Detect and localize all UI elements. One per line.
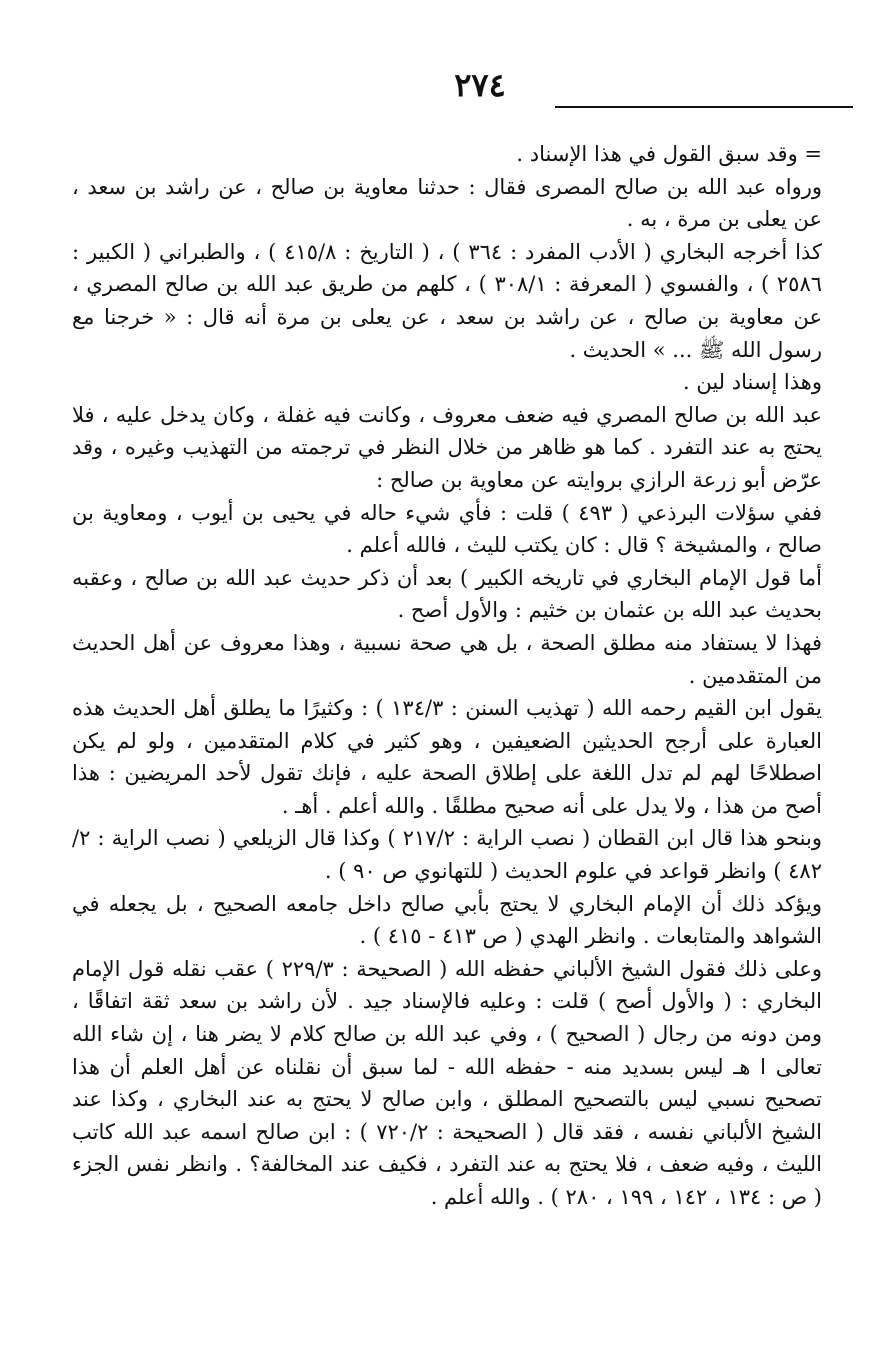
paragraph-bardhai: ففي سؤلات البرذعي ( ٤٩٣ ) قلت : فأي شيء حاله في يحيى بن أيوب ، ومعاوية بن صالح ، والمشيخة ؟ قال : كان يكتب لليث ، فالله أعلم . <box>72 500 822 558</box>
paragraph-continuation: = وقد سبق القول في هذا الإسناد . <box>516 142 822 166</box>
header-rule <box>555 106 853 108</box>
page-number: ٢٧٤ <box>454 66 506 104</box>
paragraph-relative-authenticity: فهذا لا يستفاد منه مطلق الصحة ، بل هي صحة نسبية ، وهذا معروف عن أهل الحديث من المتقدمين . <box>72 630 822 688</box>
page-body <box>72 138 822 1214</box>
paragraph-ibn-qattan: وبنحو هذا قال ابن القطان ( نصب الراية : ٢١٧/٢ ) وكذا قال الزيلعي ( نصب الراية : ٢/ ٤٨٢ ) وانظر قواعد في علوم الحديث ( للتهانوي ص ٩٠ ) . <box>72 826 822 884</box>
paragraph-confirmation: ويؤكد ذلك أن الإمام البخاري لا يحتج بأبي صالح داخل جامعه الصحيح ، بل يجعله في الشواهد والمتابعات . وانظر الهدي ( ص ٤١٣ - ٤١٥ ) . <box>72 891 822 949</box>
paragraph-ibn-qayyim: يقول ابن القيم رحمه الله ( تهذيب السنن : ١٣٤/٣ ) : وكثيرًا ما يطلق أهل الحديث هذه العبارة على أرجح الحديثين الضعيفين ، وهو كثير في كلام المتقدمين ، ولو لم يكن اصطلاحًا لهم لم تدل اللغة على إطلاق الصحة عليه ، فإنك تقول لأحد المريضين : هذا أصح من هذا ، ولا يدل على أنه صحيح مطلقًا . والله أعلم . أهـ . <box>72 696 822 818</box>
paragraph-narrator-weakness: عبد الله بن صالح المصري فيه ضعف معروف ، وكانت فيه غفلة ، وكان يدخل عليه ، فلا يحتج به عند التفرد . كما هو ظاهر من خلال النظر في ترجمته من التهذيب وغيره ، وقد عرّض أبو زرعة الرازي بروايته عن معاوية بن صالح : <box>72 402 822 492</box>
paragraph-verdict: وهذا إسناد لين . <box>682 370 822 395</box>
paragraph-albani: وعلى ذلك فقول الشيخ الألباني حفظه الله ( الصحيحة : ٢٢٩/٣ ) عقب نقله قول الإمام البخاري : ( والأول أصح ) قلت : وعليه فالإسناد جيد . لأن راشد بن سعد ثقة اتفاقًا ، ومن دونه من رجال ( الصحيح ) ، وفي عبد الله بن صالح كلام لا يضر هنا ، إن شاء الله تعالى ا هـ ليس بسديد منه - حفظه الله - لما سبق أن نقلناه عن أهل العلم أن هذا تصحيح نسبي ليس بالتصحيح المطلق ، وابن صالح لا يحتج به عند البخاري ، وكذا عند الشيخ الألباني نفسه ، فقد قال ( الصحيحة : ٧٢٠/٢ ) : ابن صالح اسمه عبد الله كاتب الليث ، وفيه ضعف ، فلا يحتج به عند التفرد ، فكيف عند المخالفة؟ . وانظر نفس الجزء ( ص : ١٣٤ ، ١٤٢ ، ١٩٩ ، ٢٨٠ ) . والله أعلم . <box>72 956 822 1209</box>
paragraph-sources: كذا أخرجه البخاري ( الأدب المفرد : ٣٦٤ ) ، ( التاريخ : ٤١٥/٨ ) ، والطبراني ( الكبير : ٢٥٨٦ ) ، والفسوي ( المعرفة : ٣٠٨/١ ) ، كلهم من طريق عبد الله بن صالح المصري ، عن معاوية بن صالح ، عن راشد بن سعد ، عن يعلى بن مرة أنه قال : « خرجنا مع رسول الله ﷺ ... » الحديث . <box>72 239 823 362</box>
paragraph-bukhari: أما قول الإمام البخاري في تاريخه الكبير ) بعد أن ذكر حديث عبد الله بن صالح ، وعقبه بحديث عبد الله بن عثمان بن خثيم : والأول أصح . <box>72 565 822 623</box>
paragraph-narration: ورواه عبد الله بن صالح المصرى فقال : حدثنا معاوية بن صالح ، عن راشد بن سعد ، عن يعلى بن مرة ، به . <box>72 174 822 232</box>
